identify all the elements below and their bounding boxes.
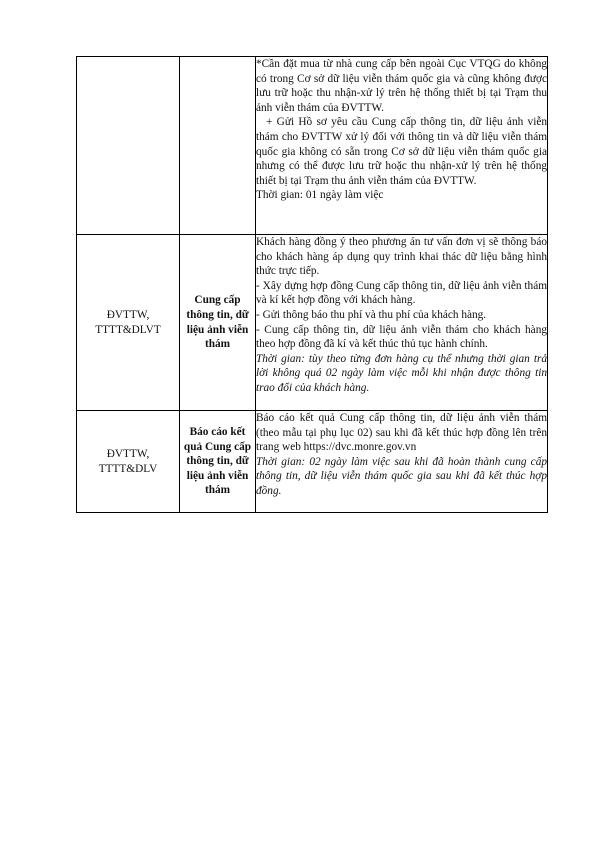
description-line: + Gửi Hồ sơ yêu cầu Cung cấp thông tin, dữ liệu ảnh viễn thám cho ĐVTTW xử lý đối với thông tin và dữ liệu viễn thám quốc gia không có sẵn trong Cơ sở dữ liệu viễn thám quốc gia nhưng có thể được lưu trữ hoặc thu nhận-xử lý trên hệ thống thiết bị tại Trạm thu ảnh viễn thám của ĐVTTW. [256,116,547,187]
description-line: Báo cáo kết quả Cung cấp thông tin, dữ liệu ảnh viễn thám (theo mẫu tại phụ lục 02) sau khi đã kết thúc hợp đồng lên trên trang web https://dvc.monre.gov.vn [256,412,547,454]
table-row [77,411,548,513]
step-cell [180,57,256,235]
description-cell [256,411,548,513]
time-line: Thời gian: 02 ngày làm việc sau khi đã hoàn thành cung cấp thông tin, dữ liệu viễn thám quốc gia sau khi đã kết thúc hợp đồng. [256,455,547,497]
unit-cell [77,57,180,235]
unit-cell: ĐVTTW, TTTT&DLV [77,411,180,513]
description-line: - Cung cấp thông tin, dữ liệu ảnh viễn thám cho khách hàng theo hợp đồng đã kí và kết thúc thủ tục hành chính. [256,323,547,351]
description-line: *Cần đặt mua từ nhà cung cấp bên ngoài Cục VTQG do không có trong Cơ sở dữ liệu viễn thám quốc gia và cũng không được lưu trữ hoặc thu nhận-xử lý trên hệ thống thiết bị tại Trạm thu ảnh viễn thám của ĐVTTW. [256,58,547,114]
description-line: - Gửi thông báo thu phí và thu phí của khách hàng. [256,308,487,321]
step-cell: Cung cấp thông tin, dữ liệu ảnh viễn thám [180,235,256,411]
procedure-table [76,56,548,513]
time-line: Thời gian: tùy theo từng đơn hàng cụ thể nhưng thời gian trả lời không quá 02 ngày làm việc mỗi khi nhận được thông tin trao đổi của khách hàng. [256,352,547,394]
description-line: - Xây dựng hợp đồng Cung cấp thông tin, dữ liệu ảnh viễn thám và kí kết hợp đồng với khách hàng. [256,279,547,307]
unit-cell: ĐVTTW, TTTT&DLVT [77,235,180,411]
step-cell: Báo cáo kết quả Cung cấp thông tin, dữ liệu ảnh viễn thám [180,411,256,513]
table-row [77,235,548,411]
table-row [77,57,548,235]
description-cell [256,57,548,235]
description-line: Khách hàng đồng ý theo phương án tư vấn đơn vị sẽ thông báo cho khách hàng áp dụng quy trình khai thác dữ liệu bằng hình thức trực tiếp. [256,236,547,278]
time-line: Thời gian: 01 ngày làm việc [256,189,384,202]
description-cell [256,235,548,411]
